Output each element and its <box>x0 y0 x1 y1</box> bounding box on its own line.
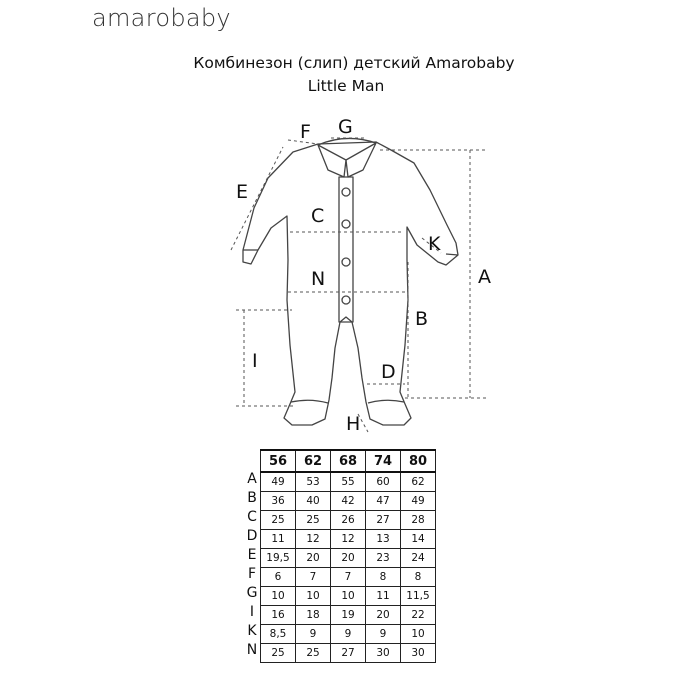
table-cell: 19 <box>331 606 366 625</box>
size-table-row-label: I <box>249 604 255 620</box>
table-cell: 27 <box>331 644 366 663</box>
label-b: B <box>415 308 429 330</box>
measurement-lines <box>231 138 486 432</box>
table-cell: 7 <box>331 568 366 587</box>
label-f: F <box>300 121 311 143</box>
table-cell: 9 <box>296 625 331 644</box>
product-subtitle: Little Man <box>307 77 385 95</box>
table-cell: 26 <box>331 511 366 530</box>
label-d: D <box>381 361 396 383</box>
table-cell: 20 <box>331 549 366 568</box>
table-cell: 13 <box>366 530 401 549</box>
size-table-row-label: B <box>247 490 257 506</box>
table-row <box>261 472 436 492</box>
table-cell: 40 <box>296 492 331 511</box>
table-row <box>261 568 436 587</box>
table-row <box>261 492 436 511</box>
table-row <box>261 606 436 625</box>
size-table-body <box>261 472 436 663</box>
table-row <box>261 511 436 530</box>
size-header-cell: 62 <box>296 450 331 472</box>
table-cell: 27 <box>366 511 401 530</box>
table-row <box>261 644 436 663</box>
table-row <box>261 549 436 568</box>
foot-right-seam <box>368 400 404 403</box>
size-header-cell: 80 <box>401 450 436 472</box>
brand-logo: amarobaby <box>92 4 231 32</box>
size-table-row-label: C <box>247 509 257 525</box>
table-cell: 6 <box>261 568 296 587</box>
size-table-row-labels <box>244 470 260 660</box>
table-cell: 42 <box>331 492 366 511</box>
label-a: A <box>478 266 491 288</box>
table-cell: 16 <box>261 606 296 625</box>
table-cell: 8 <box>401 568 436 587</box>
label-e: E <box>236 181 249 203</box>
table-cell: 9 <box>331 625 366 644</box>
size-table-row-label: E <box>247 547 257 563</box>
table-cell: 25 <box>261 511 296 530</box>
cuff-right-seam <box>446 254 458 255</box>
table-cell: 22 <box>401 606 436 625</box>
table-row <box>261 587 436 606</box>
size-table-header-row <box>261 450 436 472</box>
size-header-cell: 56 <box>261 450 296 472</box>
label-g: G <box>338 116 353 138</box>
table-cell: 60 <box>366 472 401 492</box>
table-cell: 11 <box>366 587 401 606</box>
table-cell: 53 <box>296 472 331 492</box>
table-cell: 20 <box>296 549 331 568</box>
table-cell: 12 <box>296 530 331 549</box>
table-cell: 36 <box>261 492 296 511</box>
label-i: I <box>252 350 258 372</box>
button-4 <box>342 296 350 304</box>
size-table-row-label: F <box>247 566 257 582</box>
size-table-row-label: N <box>246 642 258 658</box>
collar-left <box>318 145 346 177</box>
product-title: Комбинезон (слип) детский Amarobaby <box>193 54 515 72</box>
label-k: K <box>428 233 441 255</box>
table-cell: 23 <box>366 549 401 568</box>
table-cell: 20 <box>366 606 401 625</box>
size-header-cell: 74 <box>366 450 401 472</box>
button-3 <box>342 258 350 266</box>
table-cell: 11,5 <box>401 587 436 606</box>
foot-left-seam <box>291 400 328 403</box>
table-cell: 8 <box>366 568 401 587</box>
table-cell: 49 <box>401 492 436 511</box>
size-header-cell: 68 <box>331 450 366 472</box>
size-table <box>260 449 436 663</box>
table-cell: 30 <box>366 644 401 663</box>
table-row <box>261 625 436 644</box>
romper-outline <box>243 138 458 425</box>
size-table-row-label: G <box>246 585 258 601</box>
romper-body <box>243 142 458 425</box>
button-2 <box>342 220 350 228</box>
button-1 <box>342 188 350 196</box>
table-cell: 24 <box>401 549 436 568</box>
label-n: N <box>311 268 326 290</box>
table-cell: 9 <box>366 625 401 644</box>
table-cell: 30 <box>401 644 436 663</box>
table-cell: 12 <box>331 530 366 549</box>
table-cell: 10 <box>296 587 331 606</box>
table-cell: 47 <box>366 492 401 511</box>
table-cell: 7 <box>296 568 331 587</box>
table-cell: 10 <box>261 587 296 606</box>
size-table-row-label: K <box>247 623 257 639</box>
table-cell: 18 <box>296 606 331 625</box>
table-cell: 62 <box>401 472 436 492</box>
size-table-row-label: A <box>247 471 257 487</box>
table-row <box>261 530 436 549</box>
table-cell: 11 <box>261 530 296 549</box>
table-cell: 14 <box>401 530 436 549</box>
collar-right <box>346 143 376 177</box>
table-cell: 25 <box>296 644 331 663</box>
table-cell: 25 <box>261 644 296 663</box>
label-c: C <box>311 205 325 227</box>
table-cell: 28 <box>401 511 436 530</box>
table-cell: 10 <box>401 625 436 644</box>
table-cell: 25 <box>296 511 331 530</box>
table-cell: 55 <box>331 472 366 492</box>
placket-buttons <box>342 188 350 304</box>
table-cell: 19,5 <box>261 549 296 568</box>
table-cell: 8,5 <box>261 625 296 644</box>
size-table-row-label: D <box>246 528 258 544</box>
label-h: H <box>346 413 361 435</box>
table-cell: 10 <box>331 587 366 606</box>
table-cell: 49 <box>261 472 296 492</box>
